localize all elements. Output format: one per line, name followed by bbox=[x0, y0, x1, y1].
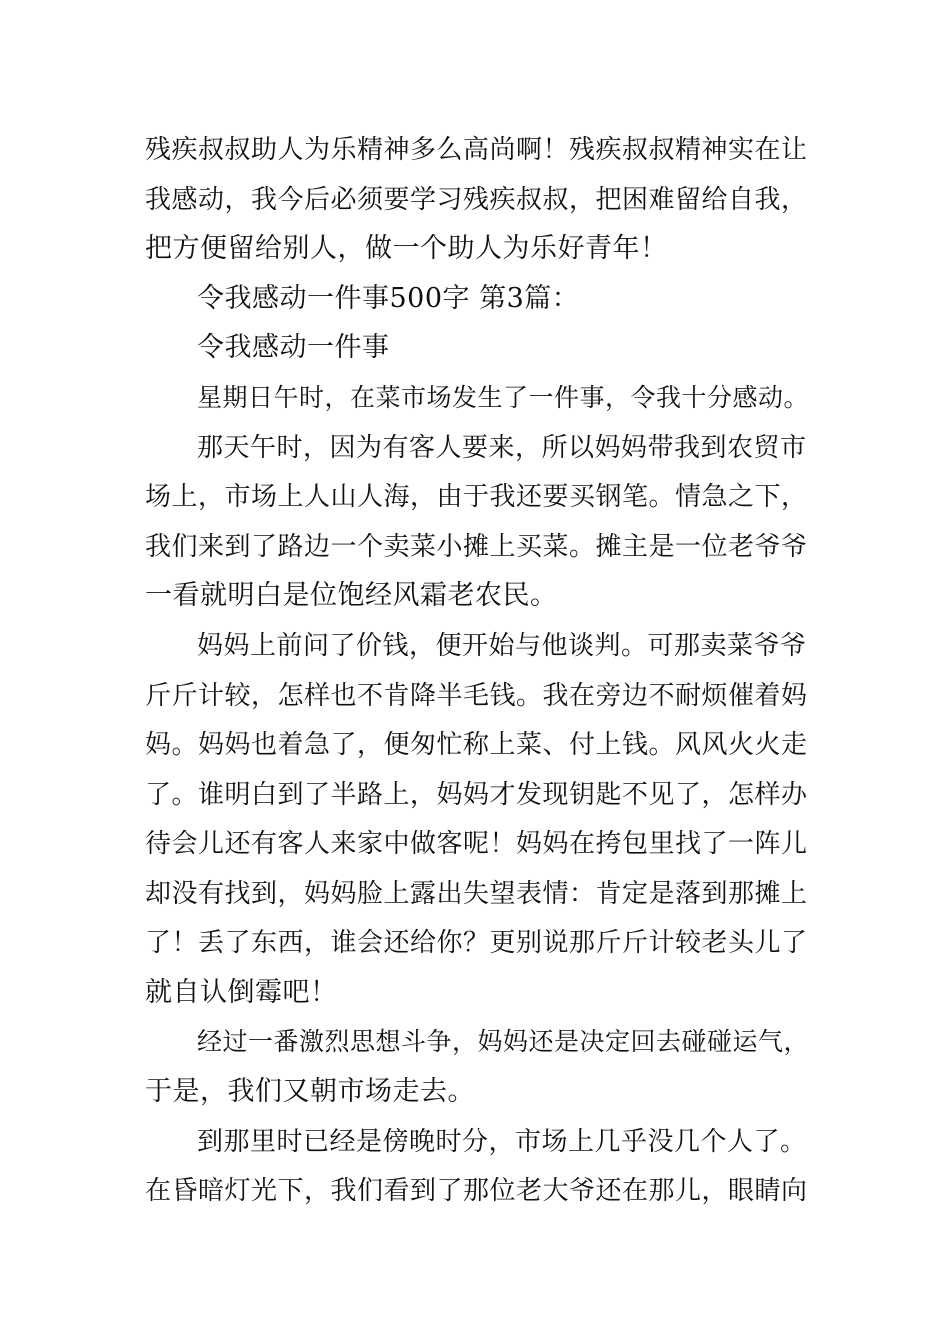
text-line-11: 妈妈上前问了价钱，便开始与他谈判。可那卖菜爷爷 bbox=[197, 631, 807, 661]
text-line-15: 待会儿还有客人来家中做客呢！妈妈在挎包里找了一阵儿 bbox=[145, 829, 808, 859]
article-title: 令我感动一件事 bbox=[197, 332, 390, 363]
text-line-21: 到那里时已经是傍晚时分，市场上几乎没几个人了。 bbox=[197, 1127, 807, 1157]
text-line-9: 我们来到了路边一个卖菜小摊上买菜。摊主是一位老爷爷 bbox=[145, 532, 808, 562]
text-line-6: 星期日午时，在菜市场发生了一件事，令我十分感动。 bbox=[197, 383, 810, 412]
text-line-22: 在昏暗灯光下，我们看到了那位老大爷还在那儿，眼睛向 bbox=[145, 1176, 808, 1206]
text-line-16: 却没有找到，妈妈脸上露出失望表情：肯定是落到那摊上 bbox=[145, 879, 808, 909]
text-line-12: 斤斤计较，怎样也不肯降半毛钱。我在旁边不耐烦催着妈 bbox=[145, 681, 808, 711]
section-heading: 令我感动一件事500字 第3篇： bbox=[197, 283, 580, 314]
text-line-7: 那天午时，因为有客人要来，所以妈妈带我到农贸市 bbox=[197, 433, 807, 463]
text-line-8: 场上，市场上人山人海，由于我还要买钢笔。情急之下， bbox=[145, 482, 808, 512]
text-line-2: 我感动，我今后必须要学习残疾叔叔，把困难留给自我， bbox=[145, 185, 808, 215]
text-line-19: 经过一番激烈思想斗争，妈妈还是决定回去碰碰运气， bbox=[197, 1027, 810, 1056]
text-line-17: 了！丢了东西，谁会还给你？更别说那斤斤计较老头儿了 bbox=[145, 928, 808, 958]
text-line-3: 把方便留给别人，做一个助人为乐好青年！ bbox=[145, 233, 668, 264]
text-line-18: 就自认倒霉吧！ bbox=[145, 977, 338, 1008]
text-line-1: 残疾叔叔助人为乐精神多么高尚啊！残疾叔叔精神实在让 bbox=[145, 135, 808, 165]
text-line-13: 妈。妈妈也着急了，便匆忙称上菜、付上钱。风风火火走 bbox=[145, 730, 808, 760]
text-line-14: 了。谁明白到了半路上，妈妈才发现钥匙不见了，怎样办 bbox=[145, 780, 808, 810]
text-line-20: 于是，我们又朝市场走去。 bbox=[145, 1076, 475, 1107]
text-line-10: 一看就明白是位饱经风霜老农民。 bbox=[145, 580, 558, 611]
